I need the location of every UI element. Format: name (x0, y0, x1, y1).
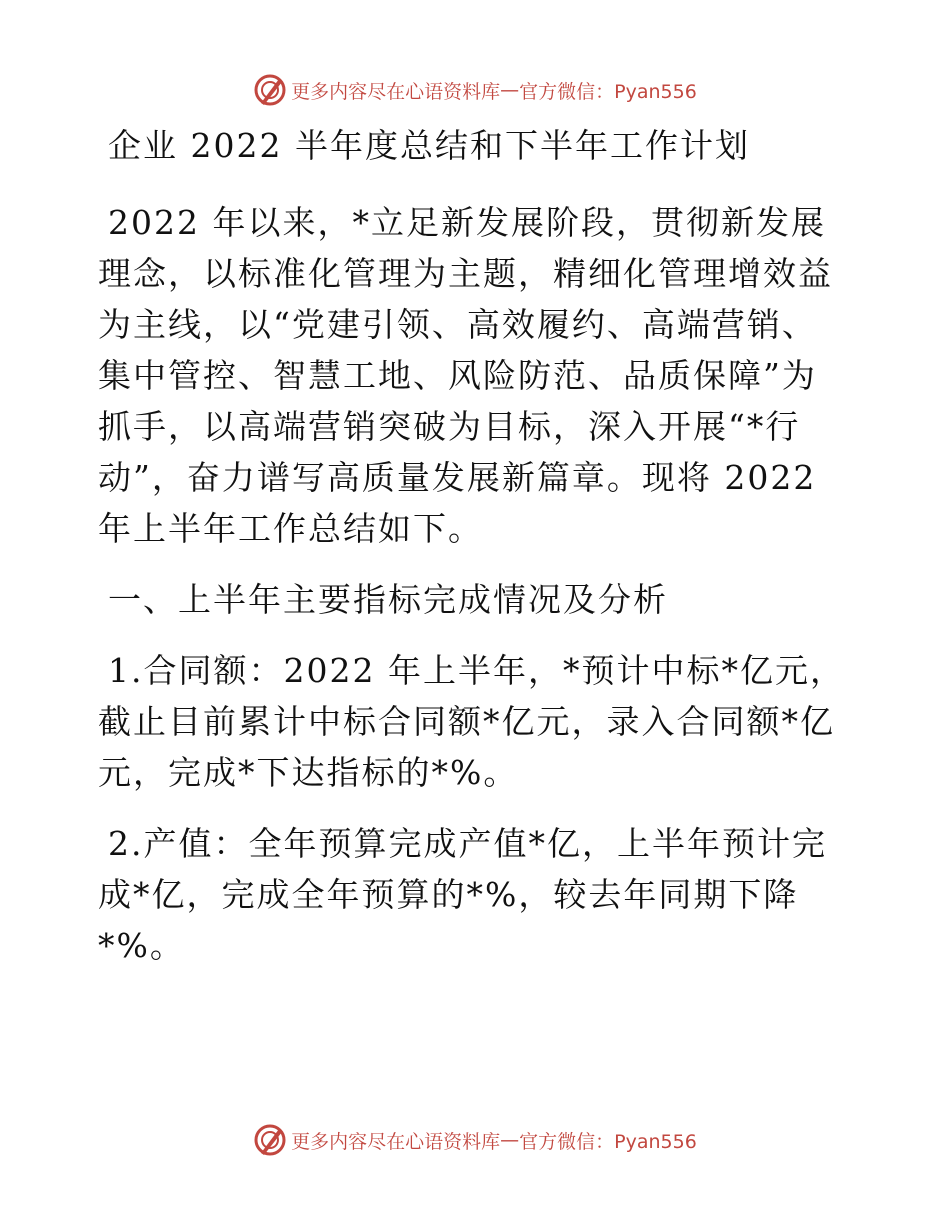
banner-separator: — (500, 79, 520, 101)
document-title: 企业 2022 半年度总结和下半年工作计划 (108, 126, 750, 165)
intro-paragraph: 2022 年以来，*立足新发展阶段，贯彻新发展理念，以标准化管理为主题，精细化管理增效益为主线，以“党建引领、高效履约、高端营销、集中管控、智慧工地、风险防范、品质保障”为抓手，以高端营销突破为目标，深入开展“*行动”，奋力谱写高质量发展新篇章。现将 2022 年上半年工作总结如下。 (98, 203, 833, 548)
banner-separator: — (500, 1129, 520, 1151)
footer-watermark-banner (0, 1120, 950, 1160)
banner-text: 更多内容尽在心语资料库 (291, 80, 501, 103)
banner-text: 更多内容尽在心语资料库 (291, 1130, 501, 1153)
pen-logo-icon (253, 73, 287, 107)
document-body (98, 120, 850, 991)
header-watermark-banner (0, 70, 950, 110)
output-value-paragraph: 2.产值：全年预算完成产值*亿，上半年预计完成*亿，完成全年预算的*%，较去年同期下降*%。 (98, 824, 827, 965)
banner-contact: 官方微信：Pyan556 (519, 1130, 697, 1153)
section-heading: 一、上半年主要指标完成情况及分析 (108, 580, 668, 619)
contract-amount-paragraph: 1.合同额：2022 年上半年，*预计中标*亿元，截止目前累计中标合同额*亿元，录入合同额*亿元，完成*下达指标的*%。 (98, 651, 845, 792)
banner-contact: 官方微信：Pyan556 (519, 80, 697, 103)
pen-logo-icon (253, 1123, 287, 1157)
